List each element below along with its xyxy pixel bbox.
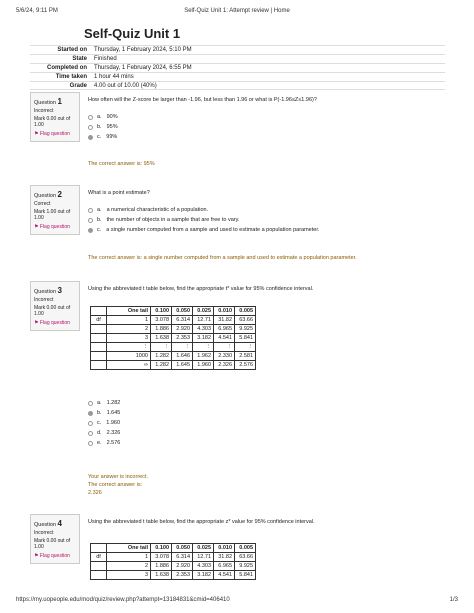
answer-option[interactable]: b. the number of objects in a sample that are free to vary. <box>88 215 319 225</box>
question-3-info: Question 3 Incorrect Mark 0.00 out of 1.00 ⚑ Flag question <box>30 281 80 331</box>
print-title: Self-Quiz Unit 1: Attempt review | Home <box>184 8 290 14</box>
question-state: Incorrect <box>34 530 54 536</box>
question-2-answers <box>88 205 319 235</box>
radio-button[interactable] <box>88 135 93 140</box>
question-grade: Mark 0.00 out of 1.00 <box>34 538 71 550</box>
radio-button[interactable] <box>88 208 93 213</box>
flag-icon: ⚑ <box>34 224 39 230</box>
question-1-answers <box>88 112 118 142</box>
answer-option[interactable]: e. 2.576 <box>88 438 120 448</box>
summary-row: State Finished <box>30 54 445 63</box>
flag-icon: ⚑ <box>34 131 39 137</box>
table-row: 1000 1.282 1.646 1.962 2.330 2.581 <box>91 352 256 361</box>
radio-button[interactable] <box>88 441 93 446</box>
page-title: Self-Quiz Unit 1 <box>84 26 181 41</box>
summary-row: Grade 4.00 out of 10.00 (40%) <box>30 81 445 90</box>
table-row: df 1 3.078 6.314 12.71 31.82 63.66 <box>91 316 256 325</box>
question-3-feedback-value: 2.326 <box>88 490 102 496</box>
flag-question-link[interactable]: ⚑ Flag question <box>34 131 70 137</box>
answer-option[interactable]: a. 90% <box>88 112 118 122</box>
summary-row: Started on Thursday, 1 February 2024, 5:10 PM <box>30 45 445 54</box>
question-1-feedback: The correct answer is: 95% <box>88 161 155 167</box>
question-grade: Mark 1.00 out of 1.00 <box>34 209 71 221</box>
summary-row: Completed on Thursday, 1 February 2024, 6:55 PM <box>30 63 445 72</box>
question-1-info: Question 1 Incorrect Mark 0.00 out of 1.00 ⚑ Flag question <box>30 92 80 142</box>
answer-option[interactable]: c. 99% <box>88 132 118 142</box>
answer-option[interactable]: b. 1.645 <box>88 408 120 418</box>
table-row: ∞ 1.282 1.645 1.960 2.326 2.576 <box>91 361 256 370</box>
print-header <box>16 8 458 18</box>
print-url: https://my.uopeople.edu/mod/quiz/review.php?attempt=13184831&cmid=406410 <box>16 597 230 603</box>
question-state: Incorrect <box>34 297 54 303</box>
question-2-info: Question 2 Correct Mark 1.00 out of 1.00 ⚑ Flag question <box>30 185 80 235</box>
radio-button[interactable] <box>88 228 93 233</box>
flag-icon: ⚑ <box>34 553 39 559</box>
table-row: 2 1.886 2.920 4.303 6.965 9.925 <box>91 325 256 334</box>
table-row: 3 1.638 2.353 3.182 4.541 5.841 <box>91 334 256 343</box>
t-table <box>90 306 256 370</box>
df-label: df <box>91 316 107 325</box>
summary-row: Time taken 1 hour 44 mins <box>30 72 445 81</box>
question-state: Correct <box>34 201 51 207</box>
print-page-number: 1/3 <box>449 597 458 603</box>
question-state: Incorrect <box>34 108 54 114</box>
question-3-feedback: The correct answer is: <box>88 482 143 488</box>
radio-button[interactable] <box>88 421 93 426</box>
question-4-info: Question 4 Incorrect Mark 0.00 out of 1.00 ⚑ Flag question <box>30 514 80 564</box>
t-table-2 <box>90 543 256 580</box>
table-row: ⋮ ⋮ ⋮ ⋮ ⋮ ⋮ <box>91 343 256 352</box>
radio-button[interactable] <box>88 431 93 436</box>
question-4-text: Using the abbreviated t table below, find the appropriate z* value for 95% confidence interval. <box>88 519 315 525</box>
print-footer <box>16 597 458 607</box>
radio-button[interactable] <box>88 115 93 120</box>
table-row: 3 1.638 2.353 3.182 4.541 5.841 <box>91 571 256 580</box>
question-2-feedback: The correct answer is: a single number computed from a sample and used to estimate a population parameter. <box>88 255 357 261</box>
radio-button[interactable] <box>88 401 93 406</box>
flag-icon: ⚑ <box>34 320 39 326</box>
question-2-text: What is a point estimate? <box>88 190 150 196</box>
answer-option[interactable]: b. 95% <box>88 122 118 132</box>
question-grade: Mark 0.00 out of 1.00 <box>34 116 71 128</box>
print-datetime: 5/6/24, 9:11 PM <box>16 8 58 14</box>
answer-option[interactable]: a. 1.282 <box>88 398 120 408</box>
df-label: df <box>91 553 107 562</box>
flag-question-link[interactable]: ⚑ Flag question <box>34 553 70 559</box>
question-3-feedback-incorrect: Your answer is incorrect. <box>88 474 149 480</box>
answer-option[interactable]: c. a single number computed from a sample and used to estimate a population parameter. <box>88 225 319 235</box>
question-grade: Mark 0.00 out of 1.00 <box>34 305 71 317</box>
table-header-row: One tail 0.100 0.050 0.025 0.010 0.005 <box>91 544 256 553</box>
table-row: df 1 3.078 6.314 12.71 31.82 63.66 <box>91 553 256 562</box>
table-row: 2 1.886 2.920 4.303 6.965 9.925 <box>91 562 256 571</box>
answer-option[interactable]: a. a numerical characteristic of a population. <box>88 205 319 215</box>
question-3-answers <box>88 398 120 448</box>
radio-button[interactable] <box>88 125 93 130</box>
answer-option[interactable]: c. 1.960 <box>88 418 120 428</box>
attempt-summary <box>30 45 445 90</box>
radio-button[interactable] <box>88 218 93 223</box>
radio-button[interactable] <box>88 411 93 416</box>
question-1-text: How often will the Z-score be larger than -1.96, but less than 1.96 or what is P(-1.96≤Z≤1.96)? <box>88 97 317 103</box>
flag-question-link[interactable]: ⚑ Flag question <box>34 224 70 230</box>
question-3-text: Using the abbreviated t table below, find the appropriate t* value for 95% confidence interval. <box>88 286 314 292</box>
table-header-row: One tail 0.100 0.050 0.025 0.010 0.005 <box>91 307 256 316</box>
answer-option[interactable]: d. 2.326 <box>88 428 120 438</box>
flag-question-link[interactable]: ⚑ Flag question <box>34 320 70 326</box>
